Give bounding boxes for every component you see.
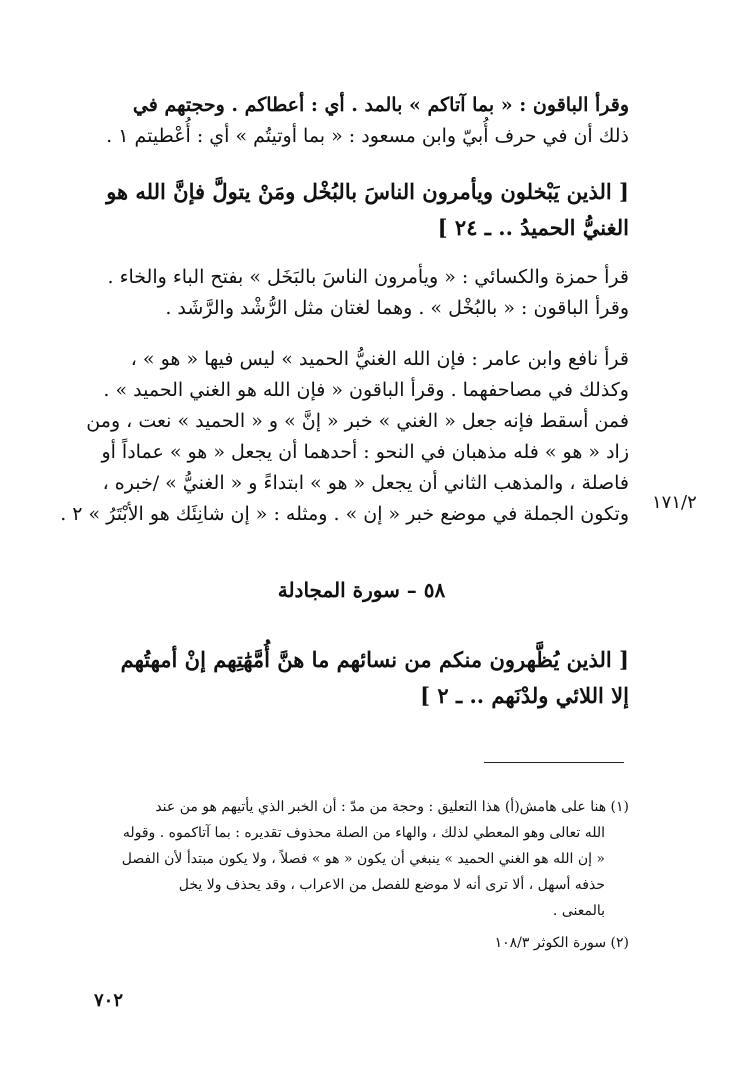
footnote-line: حذفه أسهل ، ألا ترى أنه لا موضع للفصل من الاعراب ، وقد يحذف ولا يخل (178, 877, 605, 893)
text-line: وقرأ الباقون : « بما آتاكم » بالمد . أي : أعطاكم . وحجتهم في (132, 94, 629, 116)
text-line: وكذلك في مصاحفهما . وقرأ الباقون « فإن الله هو الغني الحميد » . (103, 379, 629, 401)
surah-heading: ٥٨ – سورة المجادلة (277, 578, 446, 602)
page-number: ٧٠٢ (94, 990, 124, 1011)
text-line: فاصلة ، والمذهب الثاني أن يجعل « هو » ابتداءً و « الغنيُّ » /خبره ، (102, 472, 629, 494)
paragraph-hamza-kisai (94, 262, 629, 324)
margin-folio-reference: ١٧١/٢ (652, 492, 697, 513)
footnote-line: الله تعالى وهو المعطي لذلك ، والهاء من الصلة محذوف تقديره : بما آتاكموه . وقوله (122, 825, 605, 841)
paragraph-nafi-ibn-amir (60, 344, 629, 530)
verse-line: [ الذين يُظَّهرون منكم من نسائهم ما هنَّ أُمَّهَٰتِهم إنْ أمهتُهم (120, 647, 629, 672)
text-line: قرأ حمزة والكسائي : « ويأمرون الناسَ بالبَخَل » بفتح الباء والخاء . (107, 266, 629, 288)
verse-line: إلا اللائي ولدْنَهم .. ـ ٢ ] (420, 683, 629, 708)
verse-line: [ الذين يَبْخلون ويأمرون الناسَ بالبُخْل ومَنْ يتولَّ فإنَّ الله هو (106, 179, 629, 204)
text-line: زاد « هو » فله مذهبان في النحو : أحدهما أن يجعل « هو » عماداً أو (101, 441, 629, 463)
footnote-line: (٢) سورة الكوثر ١٠٨/٣ (494, 935, 629, 951)
footnote-separator (484, 762, 624, 763)
text-line: وتكون الجملة في موضع خبر « إن » . ومثله : « إن شانِئَك هو الأبْتَرُ » ٢ . (60, 503, 629, 525)
text-line: فمن أسقط فإنه جعل « الغني » خبر « إنَّ » و « الحميد » نعت ، ومن (86, 410, 629, 432)
footnote-line: (١) هنا على هامش(أ) هذا التعليق : وحجة من مدّ : أن الخبر الذي يأتيهم هو من عند (155, 799, 629, 815)
footnote-line: بالمعنى . (552, 903, 605, 919)
text-line: ذلك أن في حرف أُبيّ وابن مسعود : « بما أوتيتُم » أي : أُعْطيتم ١ . (106, 125, 629, 147)
text-line: وقرأ الباقون : « بالبُخْل » . وهما لغتان مثل الرُّشْد والرَّشَد . (165, 297, 629, 319)
quran-verse-2 (94, 642, 629, 714)
text-line: قرأ نافع وابن عامر : فإن الله الغنيُّ الحميد » ليس فيها « هو » ، (130, 348, 629, 370)
footnotes (94, 794, 629, 956)
paragraph-readers-baqun (94, 90, 629, 152)
footnote-line: « إن الله هو الغني الحميد » ينبغي أن يكون « هو » فصلاً ، ولا يكون مبتدأ لأن الفصل (121, 851, 605, 867)
quran-verse-24 (94, 174, 629, 246)
verse-line: الغنيُّ الحميدُ .. ـ ٢٤ ] (437, 215, 629, 240)
